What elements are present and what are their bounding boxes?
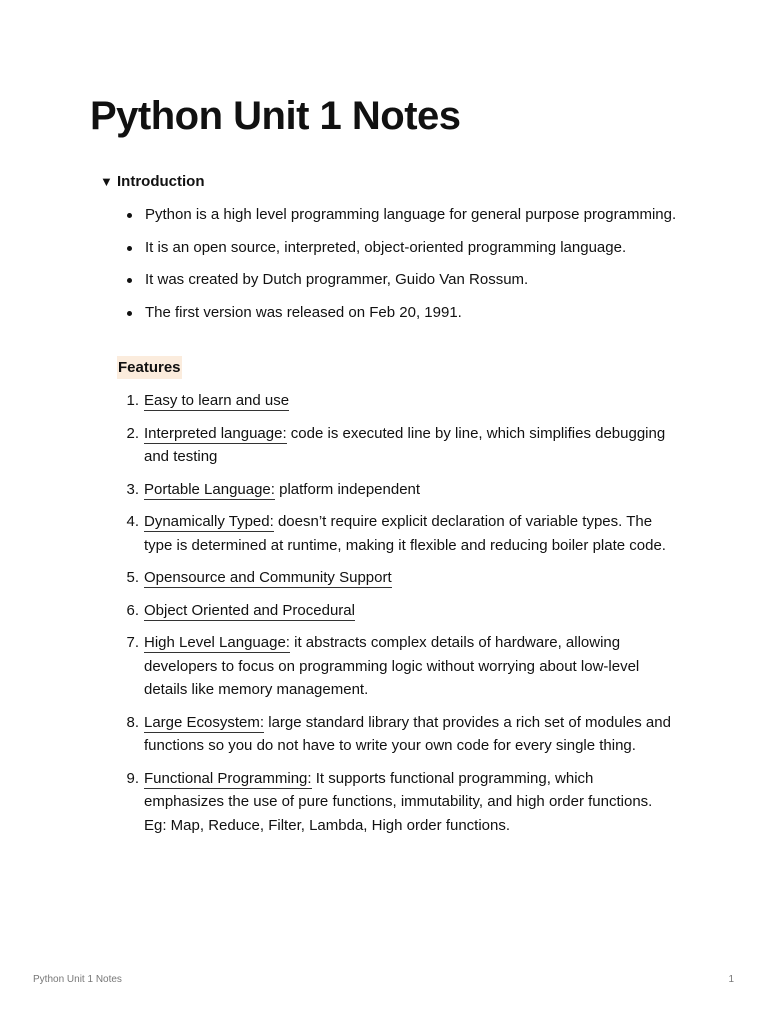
bullet-text: Python is a high level programming language for general purpose programming.	[145, 206, 677, 223]
features-list	[117, 389, 677, 846]
list-item	[117, 478, 677, 502]
toggle-label[interactable]: Introduction	[117, 173, 205, 190]
list-item	[117, 510, 677, 557]
item-number: 7.	[126, 634, 139, 651]
feature-term-link[interactable]: Dynamically Typed:	[144, 513, 274, 530]
bullet-text: It is an open source, interpreted, object-oriented programming language.	[145, 238, 627, 256]
feature-term-link[interactable]: Opensource and Community Support	[144, 569, 392, 586]
item-number: 1.	[126, 392, 139, 409]
feature-description: platform independent	[274, 480, 421, 498]
feature-term-link[interactable]: Object Oriented and Procedural	[144, 601, 355, 619]
list-item	[117, 631, 677, 702]
item-number: 4.	[126, 513, 139, 530]
introduction-toggle[interactable]	[100, 171, 204, 193]
feature-description: it abstracts complex details of hardware, allowing developers to focus on programming logic without worrying about low-level details like memory management.	[144, 634, 640, 698]
item-number: 2.	[126, 424, 139, 442]
feature-term-link[interactable]: Functional Programming:	[144, 769, 312, 787]
features-heading: Features	[117, 356, 182, 379]
bullet-text: It was created by Dutch programmer, Guido Van Rossum.	[145, 271, 529, 288]
feature-description: It supports functional programming, which emphasizes the use of pure functions, immutability, and high order functions. Eg: Map, Reduce, Filter, Lambda, High order functions.	[144, 769, 653, 834]
list-item	[117, 203, 677, 227]
feature-term-link[interactable]: Interpreted language:	[144, 424, 287, 442]
feature-description: large standard library that provides a rich set of modules and functions so you do not have to write your own code for every single thing.	[144, 713, 671, 754]
bullet-icon	[127, 246, 132, 251]
list-item	[117, 422, 677, 469]
feature-description: code is executed line by line, which simplifies debugging and testing	[144, 424, 666, 465]
triangle-down-icon[interactable]: ▼	[100, 174, 113, 189]
list-item	[117, 236, 677, 260]
list-item	[117, 566, 677, 590]
list-item	[117, 268, 677, 292]
list-item	[117, 599, 677, 623]
bullet-icon	[127, 311, 132, 316]
page-number: 1	[728, 974, 734, 985]
feature-term-link[interactable]: Portable Language:	[144, 480, 275, 498]
item-number: 3.	[126, 480, 139, 498]
item-number: 5.	[126, 569, 139, 586]
footer-title: Python Unit 1 Notes	[33, 974, 122, 985]
list-item	[117, 767, 677, 838]
feature-description: doesn’t require explicit declaration of variable types. The type is determined at runtime, making it flexible and reducing boiler plate code.	[144, 513, 666, 554]
feature-term-link[interactable]: Large Ecosystem:	[144, 713, 265, 731]
list-item	[117, 711, 677, 758]
list-item	[117, 389, 677, 413]
item-number: 6.	[126, 601, 139, 619]
item-number: 9.	[126, 769, 139, 787]
bullet-text: The first version was released on Feb 20, 1991.	[145, 303, 462, 321]
feature-term-link[interactable]: Easy to learn and use	[144, 392, 290, 409]
bullet-icon	[127, 213, 132, 218]
intro-bullet-list	[117, 203, 677, 333]
feature-term-link[interactable]: High Level Language:	[144, 634, 290, 651]
list-item	[117, 301, 677, 325]
item-number: 8.	[126, 713, 139, 731]
bullet-icon	[127, 278, 132, 283]
page-title: Python Unit 1 Notes	[90, 94, 461, 138]
